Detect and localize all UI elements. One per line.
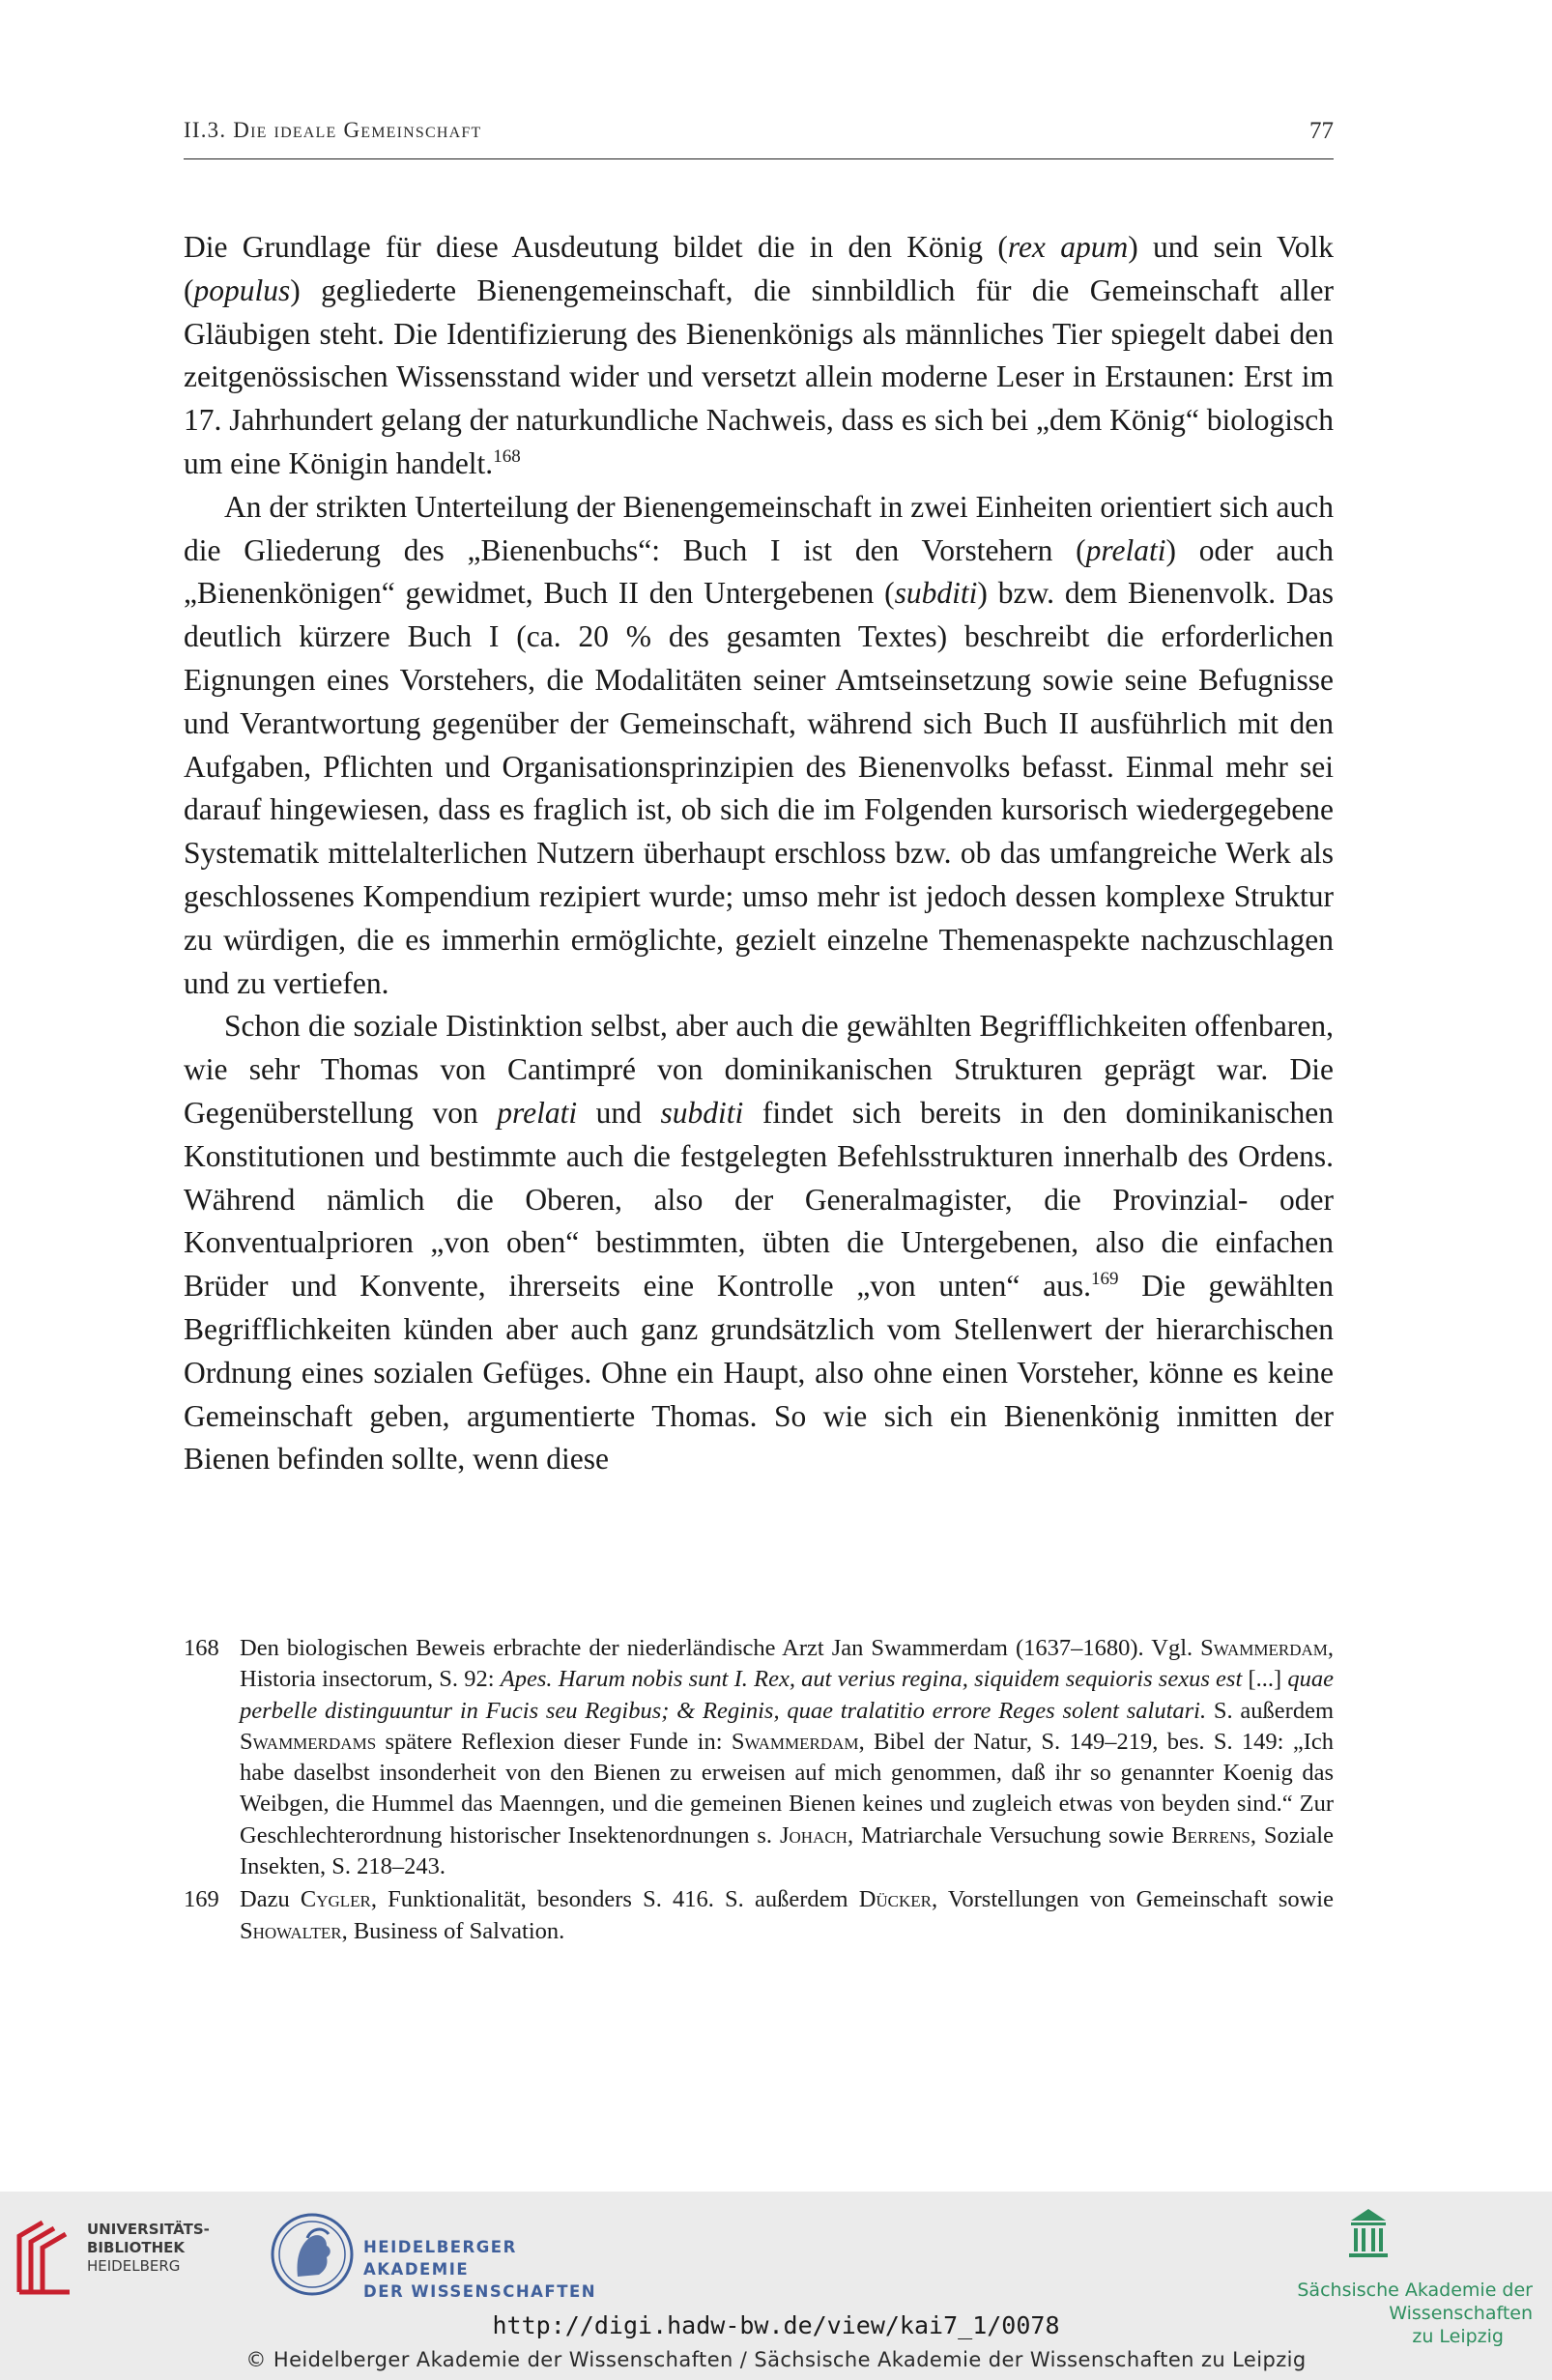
latin-quote: Apes. Harum nobis sunt I. Rex, aut verius regina, siquidem sequioris sexus est xyxy=(500,1666,1243,1693)
text-run: Den biologischen Beweis erbrachte der niederländische Arzt Jan Swammerdam (1637–1680). Vgl. xyxy=(240,1635,1201,1661)
author-name: Johach xyxy=(779,1821,848,1849)
text-run: Die gewählten Begrifflichkeiten künden aber auch ganz grundsätzlich vom Stellenwert der hierarchischen Ordnung eines sozialen Gefüges. Ohne ein Haupt, also ohne einen Vorsteher, könne es keine Gemeinschaft geben, argumentierte Thomas. So wie sich ein Bienenkönig inmitten der Bienen befinden sollte, wenn diese xyxy=(184,1269,1334,1477)
hadw-line-1: HEIDELBERGER AKADEMIE xyxy=(363,2238,517,2279)
text-run: Schon die soziale Distinktion selbst, aber auch die gewählten Begrifflichkeiten offenbaren, wie sehr Thomas von Cantimpré von dominikanischen Strukturen geprägt war. Die Gegenüberstellung von xyxy=(184,1009,1334,1130)
text-run: ) gegliederte Bienengemeinschaft, die sinnbildlich für die Gemeinschaft aller Gläubigen steht. Die Identifizierung des Bienenkönigs als männliches Tier spiegelt dabei den zeitgenössischen Wissensstand wider und versetzt allein moderne Leser in Erstaunen: Erst im 17. Jahrhundert gelang der naturkundliche Nachweis, dass es sich bei „dem König“ biologisch um eine Königin handelt. xyxy=(184,272,1334,480)
running-head-title xyxy=(184,118,481,143)
footnote-ref-168[interactable]: 168 xyxy=(493,445,521,467)
text-run: Die Grundlage für diese Ausdeutung bildet die in den König ( xyxy=(184,230,1008,264)
digitization-footer xyxy=(0,2192,1552,2380)
permalink-url[interactable]: http://digi.hadw-bw.de/view/kai7_1/0078 xyxy=(492,2311,1060,2339)
latin-term: subditi xyxy=(894,576,978,611)
ub-line-2: BIBLIOTHEK xyxy=(87,2239,185,2256)
text-run: An der strikten Unterteilung der Bienengemeinschaft in zwei Einheiten orientiert sich auch die Gliederung des „Bienenbuchs“: Buch I ist den Vorstehern ( xyxy=(184,489,1334,567)
latin-term: prelati xyxy=(1085,532,1166,567)
page-number: 77 xyxy=(1309,118,1334,144)
hadw-wordmark xyxy=(363,2236,617,2303)
footnotes xyxy=(184,1633,1334,1949)
minerva-seal-icon xyxy=(269,2211,356,2298)
footnote-169 xyxy=(184,1884,1334,1947)
paragraph-1 xyxy=(184,226,1334,486)
text-run: ) oder auch „Bienenkönigen“ gewidmet, Buch II den Untergebenen ( xyxy=(184,532,1334,611)
section-number: II.3. xyxy=(184,118,227,142)
latin-term: subditi xyxy=(660,1095,744,1130)
latin-term: rex apum xyxy=(1007,230,1129,264)
ub-line-1: UNIVERSITÄTS- xyxy=(87,2221,210,2238)
footnote-number: 169 xyxy=(184,1886,219,1913)
section-title: Die ideale Gemeinschaft xyxy=(233,118,482,142)
saw-line-2: zu Leipzig xyxy=(1412,2326,1504,2347)
latin-term: populus xyxy=(193,272,291,307)
ub-heidelberg-mark-icon xyxy=(14,2215,75,2298)
hadw-logo[interactable] xyxy=(269,2211,617,2308)
text-run: Dazu xyxy=(240,1886,301,1913)
author-name: Swammerdam xyxy=(731,1728,859,1755)
author-name: Swammerdams xyxy=(240,1728,377,1755)
saw-line-1: Sächsische Akademie der Wissenschaften xyxy=(1297,2280,1533,2324)
text-run: , Matriarchale Versuchung sowie xyxy=(847,1821,1172,1849)
author-name: Showalter xyxy=(240,1917,342,1944)
text-run: , Historia insectorum, S. 92: xyxy=(240,1635,1334,1693)
text-run: S. außerdem xyxy=(1206,1697,1334,1724)
text-run: findet sich bereits in den dominikanischen Konstitutionen und bestimmte auch die festgelegten Befehlsstrukturen innerhalb des Ordens. Während nämlich die Oberen, also der Generalmagister, die Provinzial- oder Konventualprioren „von oben“ bestimmten, übten die Untergebenen, also die einfachen Brüder und Konvente, ihrerseits eine Kontrolle „von unten“ aus. xyxy=(184,1095,1334,1304)
copyright-notice: © Heidelberger Akademie der Wissenschaften / Sächsische Akademie der Wissenschaften zu Leipzig xyxy=(245,2348,1307,2371)
footnote-number: 168 xyxy=(184,1635,219,1661)
latin-quote: quae perbelle distinguuntur in Fucis seu Regibus; & Reginis, quae tralatitio errore Reges solent salutari. xyxy=(240,1666,1334,1724)
academy-building-icon xyxy=(1347,2207,1390,2263)
text-run: , Bibel der Natur, S. 149–219, bes. S. 149: „Ich habe daselbst insonderheit von den Bienen zu erweisen auf mich genommen, daß ihr so genannter Koenig das Weibgen, die Hummel das Maenngen, und die gemeinen Bienen keines und zugleich etwas von beyden sind.“ Zur Geschlechterordnung historischer Insektenordnungen s. xyxy=(240,1728,1334,1849)
paragraph-3 xyxy=(184,1005,1334,1481)
author-name: Dücker xyxy=(858,1886,933,1913)
running-head xyxy=(184,114,1334,159)
main-text xyxy=(184,226,1334,1481)
text-run: ) bzw. dem Bienenvolk. Das deutlich kürzere Buch I (ca. 20 % des gesamten Textes) beschreibt die erforderlichen Eignungen eines Vorstehers, die Modalitäten seiner Amtseinsetzung sowie seine Befugnisse und Verantwortung gegenüber der Gemeinschaft, während sich Buch II ausführlich mit den Aufgaben, Pflichten und Organisationsprinzipien des Bienenvolks befasst. Einmal mehr sei darauf hingewiesen, dass es fraglich ist, ob sich die im Folgenden kursorisch wiedergegebene Systematik mittelalterlichen Nutzern überhaupt erschloss bzw. ob das umfangreiche Werk als geschlossenes Kompendium rezipiert wurde; umso mehr ist jedoch dessen komplexe Struktur zu würdigen, die es immerhin ermöglichte, gezielt einzelne Themenaspekte nachzuschlagen und zu vertiefen. xyxy=(184,576,1334,1000)
hadw-line-2: DER WISSENSCHAFTEN xyxy=(363,2282,597,2301)
ub-heidelberg-wordmark xyxy=(87,2221,210,2276)
footnote-168 xyxy=(184,1633,1334,1882)
ub-line-3: HEIDELBERG xyxy=(87,2257,181,2275)
text-run: , Soziale Insekten, S. 218–243. xyxy=(240,1821,1334,1880)
text-run: [...] xyxy=(1242,1666,1288,1693)
author-name: Berrens xyxy=(1171,1821,1250,1849)
text-run: spätere Reflexion dieser Funde in: xyxy=(376,1728,732,1755)
text-run: , Funktionalität, besonders S. 416. S. außerdem xyxy=(370,1886,859,1913)
paragraph-2 xyxy=(184,486,1334,1006)
text-run: , Vorstellungen von Gemeinschaft sowie xyxy=(932,1886,1334,1913)
author-name: Cygler xyxy=(300,1886,371,1913)
ub-heidelberg-logo[interactable] xyxy=(14,2213,210,2300)
latin-term: prelati xyxy=(497,1095,578,1130)
footnote-ref-169[interactable]: 169 xyxy=(1091,1269,1119,1290)
text-run: ) und sein Volk ( xyxy=(184,230,1334,307)
text-run: und xyxy=(577,1095,661,1130)
text-run: , Business of Salvation. xyxy=(341,1917,565,1944)
author-name: Swammerdam xyxy=(1200,1635,1328,1661)
